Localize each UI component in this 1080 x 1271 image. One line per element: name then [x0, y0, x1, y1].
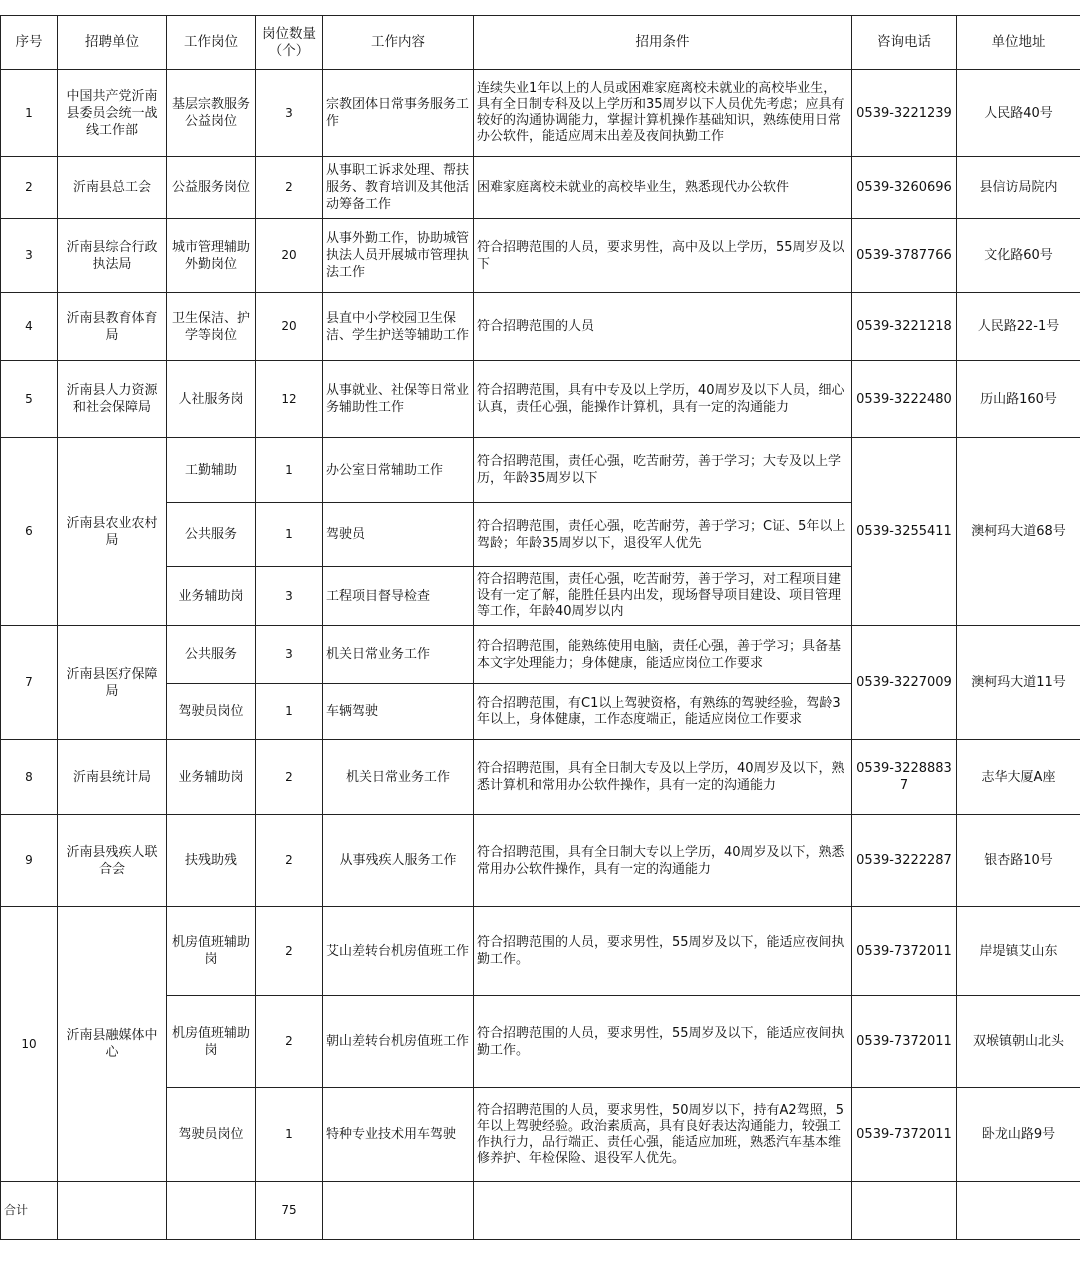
total-count: 75	[256, 1182, 323, 1240]
row-address: 澳柯玛大道68号	[957, 438, 1080, 626]
row-address: 澳柯玛大道11号	[957, 626, 1080, 740]
row-phone: 0539-3221218	[852, 293, 957, 361]
row-content: 从事职工诉求处理、帮扶服务、教育培训及其他活动筹备工作	[323, 157, 474, 219]
row-position: 机房值班辅助岗	[167, 996, 256, 1088]
table-row	[1, 740, 1080, 815]
row-seq: 8	[1, 740, 58, 815]
row-address: 人民路22-1号	[957, 293, 1080, 361]
row-conditions: 符合招聘范围，具有中专及以上学历，40周岁及以下人员，细心认真，责任心强，能操作计算机，具有一定的沟通能力	[474, 361, 852, 438]
row-position: 工勤辅助	[167, 438, 256, 503]
row-count: 1	[256, 438, 323, 503]
row-count: 2	[256, 996, 323, 1088]
table-row	[1, 293, 1080, 361]
header-conditions: 招用条件	[474, 16, 852, 70]
row-content: 宗教团体日常事务服务工作	[323, 70, 474, 157]
empty-cell	[474, 1182, 852, 1240]
row-unit: 沂南县总工会	[58, 157, 167, 219]
row-phone: 0539-7372011	[852, 907, 957, 996]
row-content: 县直中小学校园卫生保洁、学生护送等辅助工作	[323, 293, 474, 361]
row-phone: 0539-3255411	[852, 438, 957, 626]
row-content: 办公室日常辅助工作	[323, 438, 474, 503]
row-unit: 沂南县人力资源和社会保障局	[58, 361, 167, 438]
row-conditions: 符合招聘范围，具有全日制大专及以上学历，40周岁及以下，熟悉计算机和常用办公软件操作，具有一定的沟通能力	[474, 740, 852, 815]
row-content: 艾山差转台机房值班工作	[323, 907, 474, 996]
row-seq: 2	[1, 157, 58, 219]
row-content: 从事残疾人服务工作	[323, 815, 474, 907]
table-row	[1, 219, 1080, 293]
row-seq: 1	[1, 70, 58, 157]
row-phone: 0539-3222480	[852, 361, 957, 438]
header-seq: 序号	[1, 16, 58, 70]
row-count: 12	[256, 361, 323, 438]
row-address: 岸堤镇艾山东	[957, 907, 1080, 996]
row-content: 特种专业技术用车驾驶	[323, 1088, 474, 1182]
row-position: 卫生保洁、护学等岗位	[167, 293, 256, 361]
table-row	[1, 70, 1080, 157]
recruitment-table	[0, 15, 1080, 1240]
row-seq: 7	[1, 626, 58, 740]
row-conditions: 符合招聘范围的人员，要求男性，55周岁及以下，能适应夜间执勤工作。	[474, 996, 852, 1088]
row-conditions: 连续失业1年以上的人员或困难家庭离校未就业的高校毕业生，具有全日制专科及以上学历和35周岁以下人员优先考虑；应具有较好的沟通协调能力，掌握计算机操作基础知识，熟练使用日常办公软件，能适应周末出差及夜间执勤工作	[474, 70, 852, 157]
row-conditions: 符合招聘范围，责任心强，吃苦耐劳，善于学习；大专及以上学历，年龄35周岁以下	[474, 438, 852, 503]
row-count: 3	[256, 70, 323, 157]
row-unit: 沂南县综合行政执法局	[58, 219, 167, 293]
row-content: 车辆驾驶	[323, 684, 474, 740]
row-seq: 3	[1, 219, 58, 293]
row-unit: 沂南县农业农村局	[58, 438, 167, 626]
row-conditions: 符合招聘范围的人员，要求男性，50周岁以下，持有A2驾照，5年以上驾驶经验。政治素质高，具有良好表达沟通能力，较强工作执行力，品行端正、责任心强，能适应加班，熟悉汽车基本维修养护、年检保险、退役军人优先。	[474, 1088, 852, 1182]
row-content: 机关日常业务工作	[323, 740, 474, 815]
row-unit: 沂南县统计局	[58, 740, 167, 815]
table-row	[1, 815, 1080, 907]
row-count: 2	[256, 907, 323, 996]
row-position: 业务辅助岗	[167, 740, 256, 815]
row-conditions: 符合招聘范围的人员，要求男性，高中及以上学历，55周岁及以下	[474, 219, 852, 293]
row-count: 1	[256, 503, 323, 567]
empty-cell	[957, 1182, 1080, 1240]
row-seq: 5	[1, 361, 58, 438]
table-row	[1, 907, 1080, 996]
row-address: 人民路40号	[957, 70, 1080, 157]
row-phone: 0539-3227009	[852, 626, 957, 740]
row-count: 1	[256, 1088, 323, 1182]
row-position: 业务辅助岗	[167, 567, 256, 626]
row-conditions: 符合招聘范围，具有全日制大专以上学历，40周岁及以下，熟悉常用办公软件操作，具有一定的沟通能力	[474, 815, 852, 907]
row-phone: 0539-7372011	[852, 996, 957, 1088]
row-content: 工程项目督导检查	[323, 567, 474, 626]
table-row	[1, 626, 1080, 684]
row-content: 机关日常业务工作	[323, 626, 474, 684]
row-content: 朝山差转台机房值班工作	[323, 996, 474, 1088]
row-position: 公共服务	[167, 626, 256, 684]
row-address: 历山路160号	[957, 361, 1080, 438]
row-conditions: 困难家庭离校未就业的高校毕业生，熟悉现代办公软件	[474, 157, 852, 219]
row-position: 城市管理辅助外勤岗位	[167, 219, 256, 293]
row-count: 2	[256, 157, 323, 219]
row-phone: 0539-3787766	[852, 219, 957, 293]
row-address: 文化路60号	[957, 219, 1080, 293]
total-label: 合计	[1, 1182, 58, 1240]
row-position: 驾驶员岗位	[167, 1088, 256, 1182]
row-count: 3	[256, 626, 323, 684]
total-row	[1, 1182, 1080, 1240]
row-phone: 0539-3222287	[852, 815, 957, 907]
row-position: 机房值班辅助岗	[167, 907, 256, 996]
row-seq: 9	[1, 815, 58, 907]
row-count: 1	[256, 684, 323, 740]
row-count: 2	[256, 740, 323, 815]
row-position: 扶残助残	[167, 815, 256, 907]
row-count: 2	[256, 815, 323, 907]
row-position: 公益服务岗位	[167, 157, 256, 219]
row-seq: 6	[1, 438, 58, 626]
row-content: 驾驶员	[323, 503, 474, 567]
empty-cell	[167, 1182, 256, 1240]
row-conditions: 符合招聘范围的人员，要求男性，55周岁及以下，能适应夜间执勤工作。	[474, 907, 852, 996]
row-unit: 沂南县融媒体中心	[58, 907, 167, 1182]
row-count: 3	[256, 567, 323, 626]
row-conditions: 符合招聘范围的人员	[474, 293, 852, 361]
header-row	[1, 16, 1080, 70]
table-row	[1, 157, 1080, 219]
row-phone: 0539-3221239	[852, 70, 957, 157]
row-phone: 0539-32288837	[852, 740, 957, 815]
empty-cell	[852, 1182, 957, 1240]
table-row	[1, 361, 1080, 438]
row-unit: 沂南县医疗保障局	[58, 626, 167, 740]
row-address: 卧龙山路9号	[957, 1088, 1080, 1182]
row-address: 双堠镇朝山北头	[957, 996, 1080, 1088]
row-position: 人社服务岗	[167, 361, 256, 438]
row-unit: 沂南县残疾人联合会	[58, 815, 167, 907]
row-unit: 沂南县教育体育局	[58, 293, 167, 361]
row-unit: 中国共产党沂南县委员会统一战线工作部	[58, 70, 167, 157]
row-address: 志华大厦A座	[957, 740, 1080, 815]
row-count: 20	[256, 293, 323, 361]
header-position: 工作岗位	[167, 16, 256, 70]
table-row	[1, 438, 1080, 503]
row-conditions: 符合招聘范围，责任心强，吃苦耐劳，善于学习，对工程项目建设有一定了解，能胜任县内出发，现场督导项目建设、项目管理等工作，年龄40周岁以内	[474, 567, 852, 626]
row-content: 从事就业、社保等日常业务辅助性工作	[323, 361, 474, 438]
row-conditions: 符合招聘范围，有C1以上驾驶资格，有熟练的驾驶经验，驾龄3年以上，身体健康，工作态度端正，能适应岗位工作要求	[474, 684, 852, 740]
row-address: 县信访局院内	[957, 157, 1080, 219]
empty-cell	[323, 1182, 474, 1240]
row-seq: 4	[1, 293, 58, 361]
row-position: 驾驶员岗位	[167, 684, 256, 740]
row-seq: 10	[1, 907, 58, 1182]
header-phone: 咨询电话	[852, 16, 957, 70]
header-unit: 招聘单位	[58, 16, 167, 70]
header-count: 岗位数量（个）	[256, 16, 323, 70]
row-position: 公共服务	[167, 503, 256, 567]
header-address: 单位地址	[957, 16, 1080, 70]
row-count: 20	[256, 219, 323, 293]
header-content: 工作内容	[323, 16, 474, 70]
row-address: 银杏路10号	[957, 815, 1080, 907]
empty-cell	[58, 1182, 167, 1240]
row-position: 基层宗教服务公益岗位	[167, 70, 256, 157]
row-conditions: 符合招聘范围，能熟练使用电脑，责任心强，善于学习；具备基本文字处理能力；身体健康，能适应岗位工作要求	[474, 626, 852, 684]
row-conditions: 符合招聘范围，责任心强，吃苦耐劳，善于学习；C证、5年以上驾龄；年龄35周岁以下，退役军人优先	[474, 503, 852, 567]
row-content: 从事外勤工作，协助城管执法人员开展城市管理执法工作	[323, 219, 474, 293]
row-phone: 0539-3260696	[852, 157, 957, 219]
row-phone: 0539-7372011	[852, 1088, 957, 1182]
